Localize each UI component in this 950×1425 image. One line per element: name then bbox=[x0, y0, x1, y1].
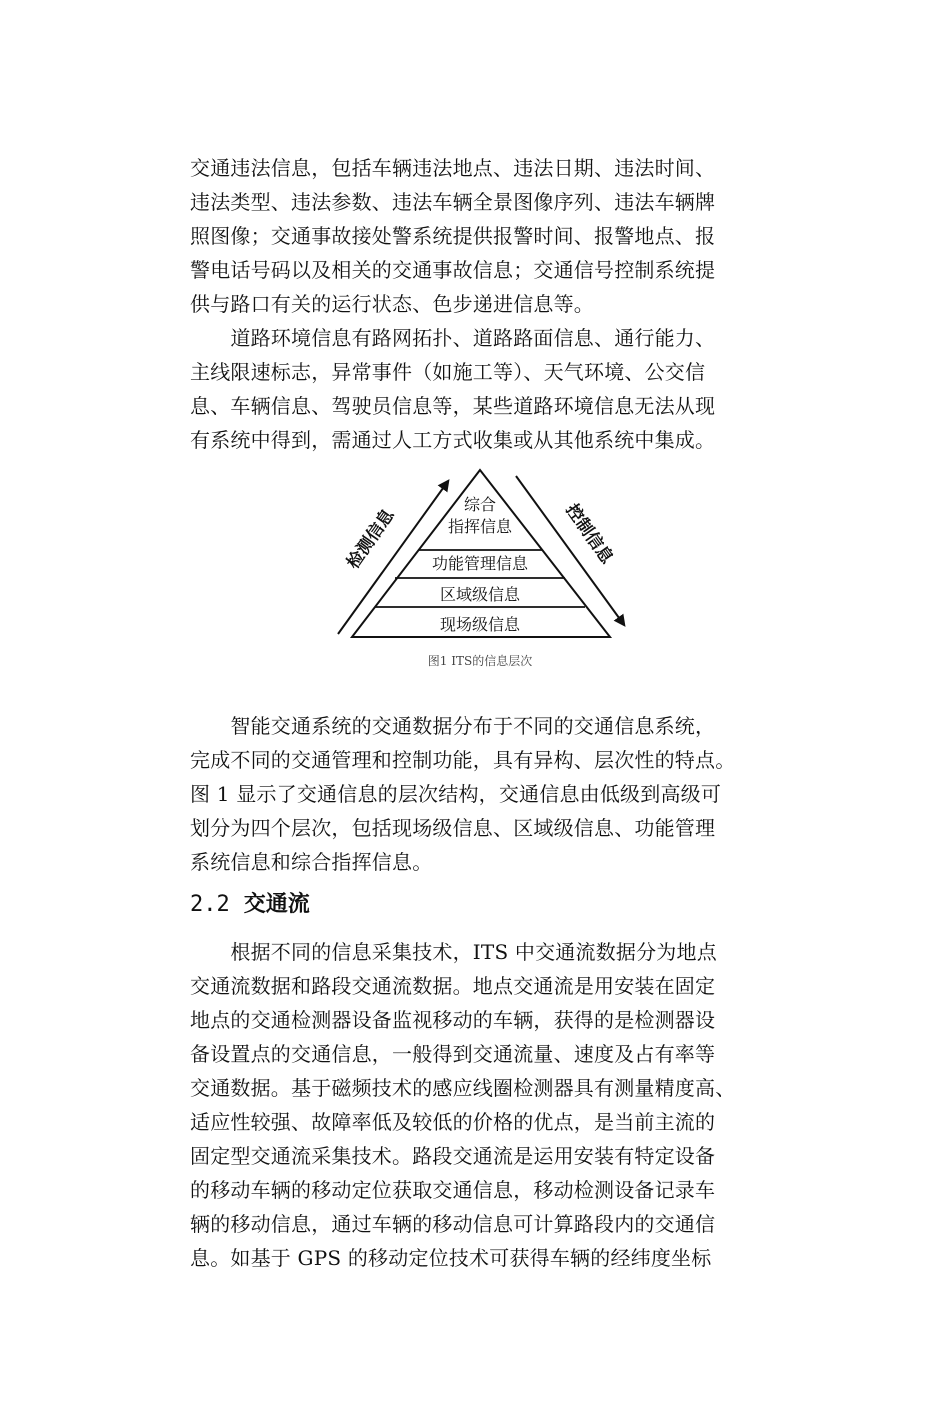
text-line: 智能交通系统的交通数据分布于不同的交通信息系统， bbox=[190, 714, 716, 738]
section-title: 交通流 bbox=[243, 892, 310, 917]
text-line: 违法类型、违法参数、违法车辆全景图像序列、违法车辆牌 bbox=[190, 190, 716, 214]
level-label-region: 区域级信息 bbox=[439, 585, 521, 604]
text-line: 地点的交通检测器设备监视移动的车辆，获得的是检测器设 bbox=[190, 1008, 716, 1032]
section-number: 2.2 bbox=[190, 892, 230, 917]
control-info-label: 控制信息 bbox=[561, 500, 617, 568]
text-line: 照图像；交通事故接处警系统提供报警时间、报警地点、报 bbox=[190, 224, 716, 248]
text-line: 固定型交通流采集技术。路段交通流是运用安装有特定设备 bbox=[190, 1144, 716, 1168]
paragraph-road-environment bbox=[190, 321, 768, 457]
text-line: 根据不同的信息采集技术，ITS 中交通流数据分为地点 bbox=[190, 940, 717, 964]
text-line: 交通数据。基于磁频技术的感应线圈检测器具有测量精度高、 bbox=[190, 1076, 736, 1100]
text-line: 适应性较强、故障率低及较低的价格的优点，是当前主流的 bbox=[190, 1110, 716, 1134]
text-line: 备设置点的交通信息，一般得到交通流量、速度及占有率等 bbox=[190, 1042, 716, 1066]
pyramid-diagram bbox=[330, 462, 630, 647]
text-line: 供与路口有关的运行状态、色步递进信息等。 bbox=[190, 292, 594, 316]
text-line: 的移动车辆的移动定位获取交通信息，移动检测设备记录车 bbox=[190, 1178, 716, 1202]
text-line: 辆的移动信息，通过车辆的移动信息可计算路段内的交通信 bbox=[190, 1212, 716, 1236]
text-line: 有系统中得到，需通过人工方式收集或从其他系统中集成。 bbox=[190, 428, 716, 452]
text-line: 警电话号码以及相关的交通事故信息；交通信号控制系统提 bbox=[190, 258, 716, 282]
detection-info-label: 检测信息 bbox=[343, 505, 399, 573]
text-line: 息。如基于 GPS 的移动定位技术可获得车辆的经纬度坐标 bbox=[190, 1246, 712, 1270]
text-line: 道路环境信息有路网拓扑、道路路面信息、通行能力、 bbox=[190, 326, 716, 350]
text-line: 主线限速标志，异常事件（如施工等）、天气环境、公交信 bbox=[190, 360, 706, 384]
paragraph-its-data bbox=[190, 709, 768, 879]
text-line: 完成不同的交通管理和控制功能，具有异构、层次性的特点。 bbox=[190, 748, 736, 772]
paragraph-violation-info bbox=[190, 151, 768, 321]
level-label-function: 功能管理信息 bbox=[431, 554, 529, 573]
text-line: 系统信息和综合指挥信息。 bbox=[190, 850, 433, 874]
level-label-field: 现场级信息 bbox=[439, 615, 521, 634]
section-heading bbox=[190, 888, 310, 922]
text-line: 交通违法信息，包括车辆违法地点、违法日期、违法时间、 bbox=[190, 156, 716, 180]
level-label-top-2: 指挥信息 bbox=[447, 517, 513, 536]
figure-caption: 图1 ITS的信息层次 bbox=[427, 654, 533, 668]
its-hierarchy-figure bbox=[330, 462, 630, 687]
paragraph-traffic-flow bbox=[190, 935, 768, 1275]
text-line: 交通流数据和路段交通流数据。地点交通流是用安装在固定 bbox=[190, 974, 716, 998]
text-line: 划分为四个层次，包括现场级信息、区域级信息、功能管理 bbox=[190, 816, 716, 840]
text-line: 息、车辆信息、驾驶员信息等，某些道路环境信息无法从现 bbox=[190, 394, 716, 418]
text-line: 图 1 显示了交通信息的层次结构，交通信息由低级到高级可 bbox=[190, 782, 722, 806]
level-label-top-1: 综合 bbox=[463, 495, 497, 514]
